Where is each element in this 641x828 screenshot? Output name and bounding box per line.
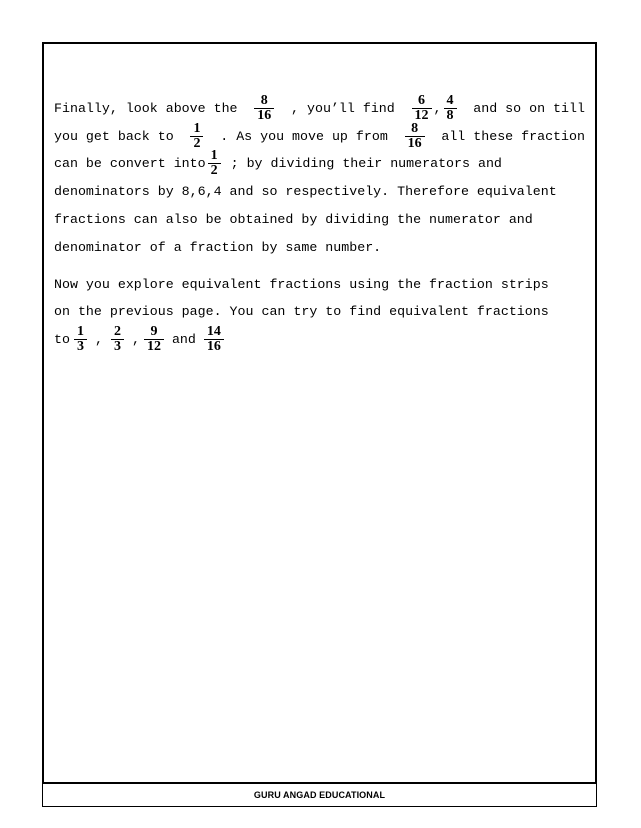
denominator: 12 [144,339,164,354]
denominator: 2 [208,163,221,178]
numerator: 14 [206,323,221,339]
text: on the previous page. You can try to find equivalent fractions [54,303,549,319]
text: Finally, look above the [54,100,238,116]
separator: , [94,331,103,347]
denominator: 16 [204,339,224,354]
fraction-9-12 [144,325,164,354]
p2-line3 [54,325,585,353]
text: Now you explore equivalent fractions using the fraction strips [54,276,549,292]
p2-line1 [54,270,585,298]
text: can be convert into [54,155,206,171]
denominator: 2 [190,136,203,151]
text: to [54,331,70,347]
page-frame [42,42,597,784]
footer-text: GURU ANGAD EDUCATIONAL [253,790,386,800]
text: , you’ll find [291,100,395,116]
fraction-2-3 [111,325,124,354]
numerator: 8 [260,92,268,108]
fraction-8-16 [254,94,274,123]
numerator: 4 [446,92,454,108]
fraction-1-3 [74,325,87,354]
text: you get back to [54,128,174,144]
denominator: 8 [444,108,457,123]
text: denominators by 8,6,4 and so respectively. Therefore equivalent [54,183,557,199]
text: denominator of a fraction by same number. [54,239,382,255]
numerator: 2 [113,323,121,339]
text: fractions can also be obtained by dividing the numerator and [54,211,533,227]
p2-line2 [54,297,585,325]
text: ; by dividing their numerators and [230,155,502,171]
footer [42,784,597,807]
fraction-group [410,94,459,123]
numerator: 1 [193,120,201,136]
denominator: 16 [405,136,425,151]
separator: , [131,331,140,347]
denominator: 3 [111,339,124,354]
fraction-1-2 [208,149,221,178]
numerator: 8 [411,120,419,136]
denominator: 12 [412,108,432,123]
text: . As you move up from [220,128,388,144]
p1-line4 [54,177,585,205]
p1-line2 [54,122,585,150]
p1-line6 [54,233,585,261]
comma: , [433,100,442,116]
numerator: 1 [210,147,218,163]
p1-line1 [54,94,585,122]
numerator: 6 [418,92,426,108]
numerator: 1 [76,323,84,339]
p1-line3 [54,149,585,177]
denominator: 16 [254,108,274,123]
text: and [171,331,196,347]
fraction-8-16 [405,122,425,151]
fraction-14-16 [204,325,224,354]
numerator: 9 [150,323,158,339]
denominator: 3 [74,339,87,354]
fraction-6-12 [412,94,432,123]
p1-line5 [54,205,585,233]
fraction-4-8 [444,94,457,123]
fraction-1-2 [190,122,203,151]
text: all these fraction [441,128,585,144]
text: and so on till [473,100,585,116]
